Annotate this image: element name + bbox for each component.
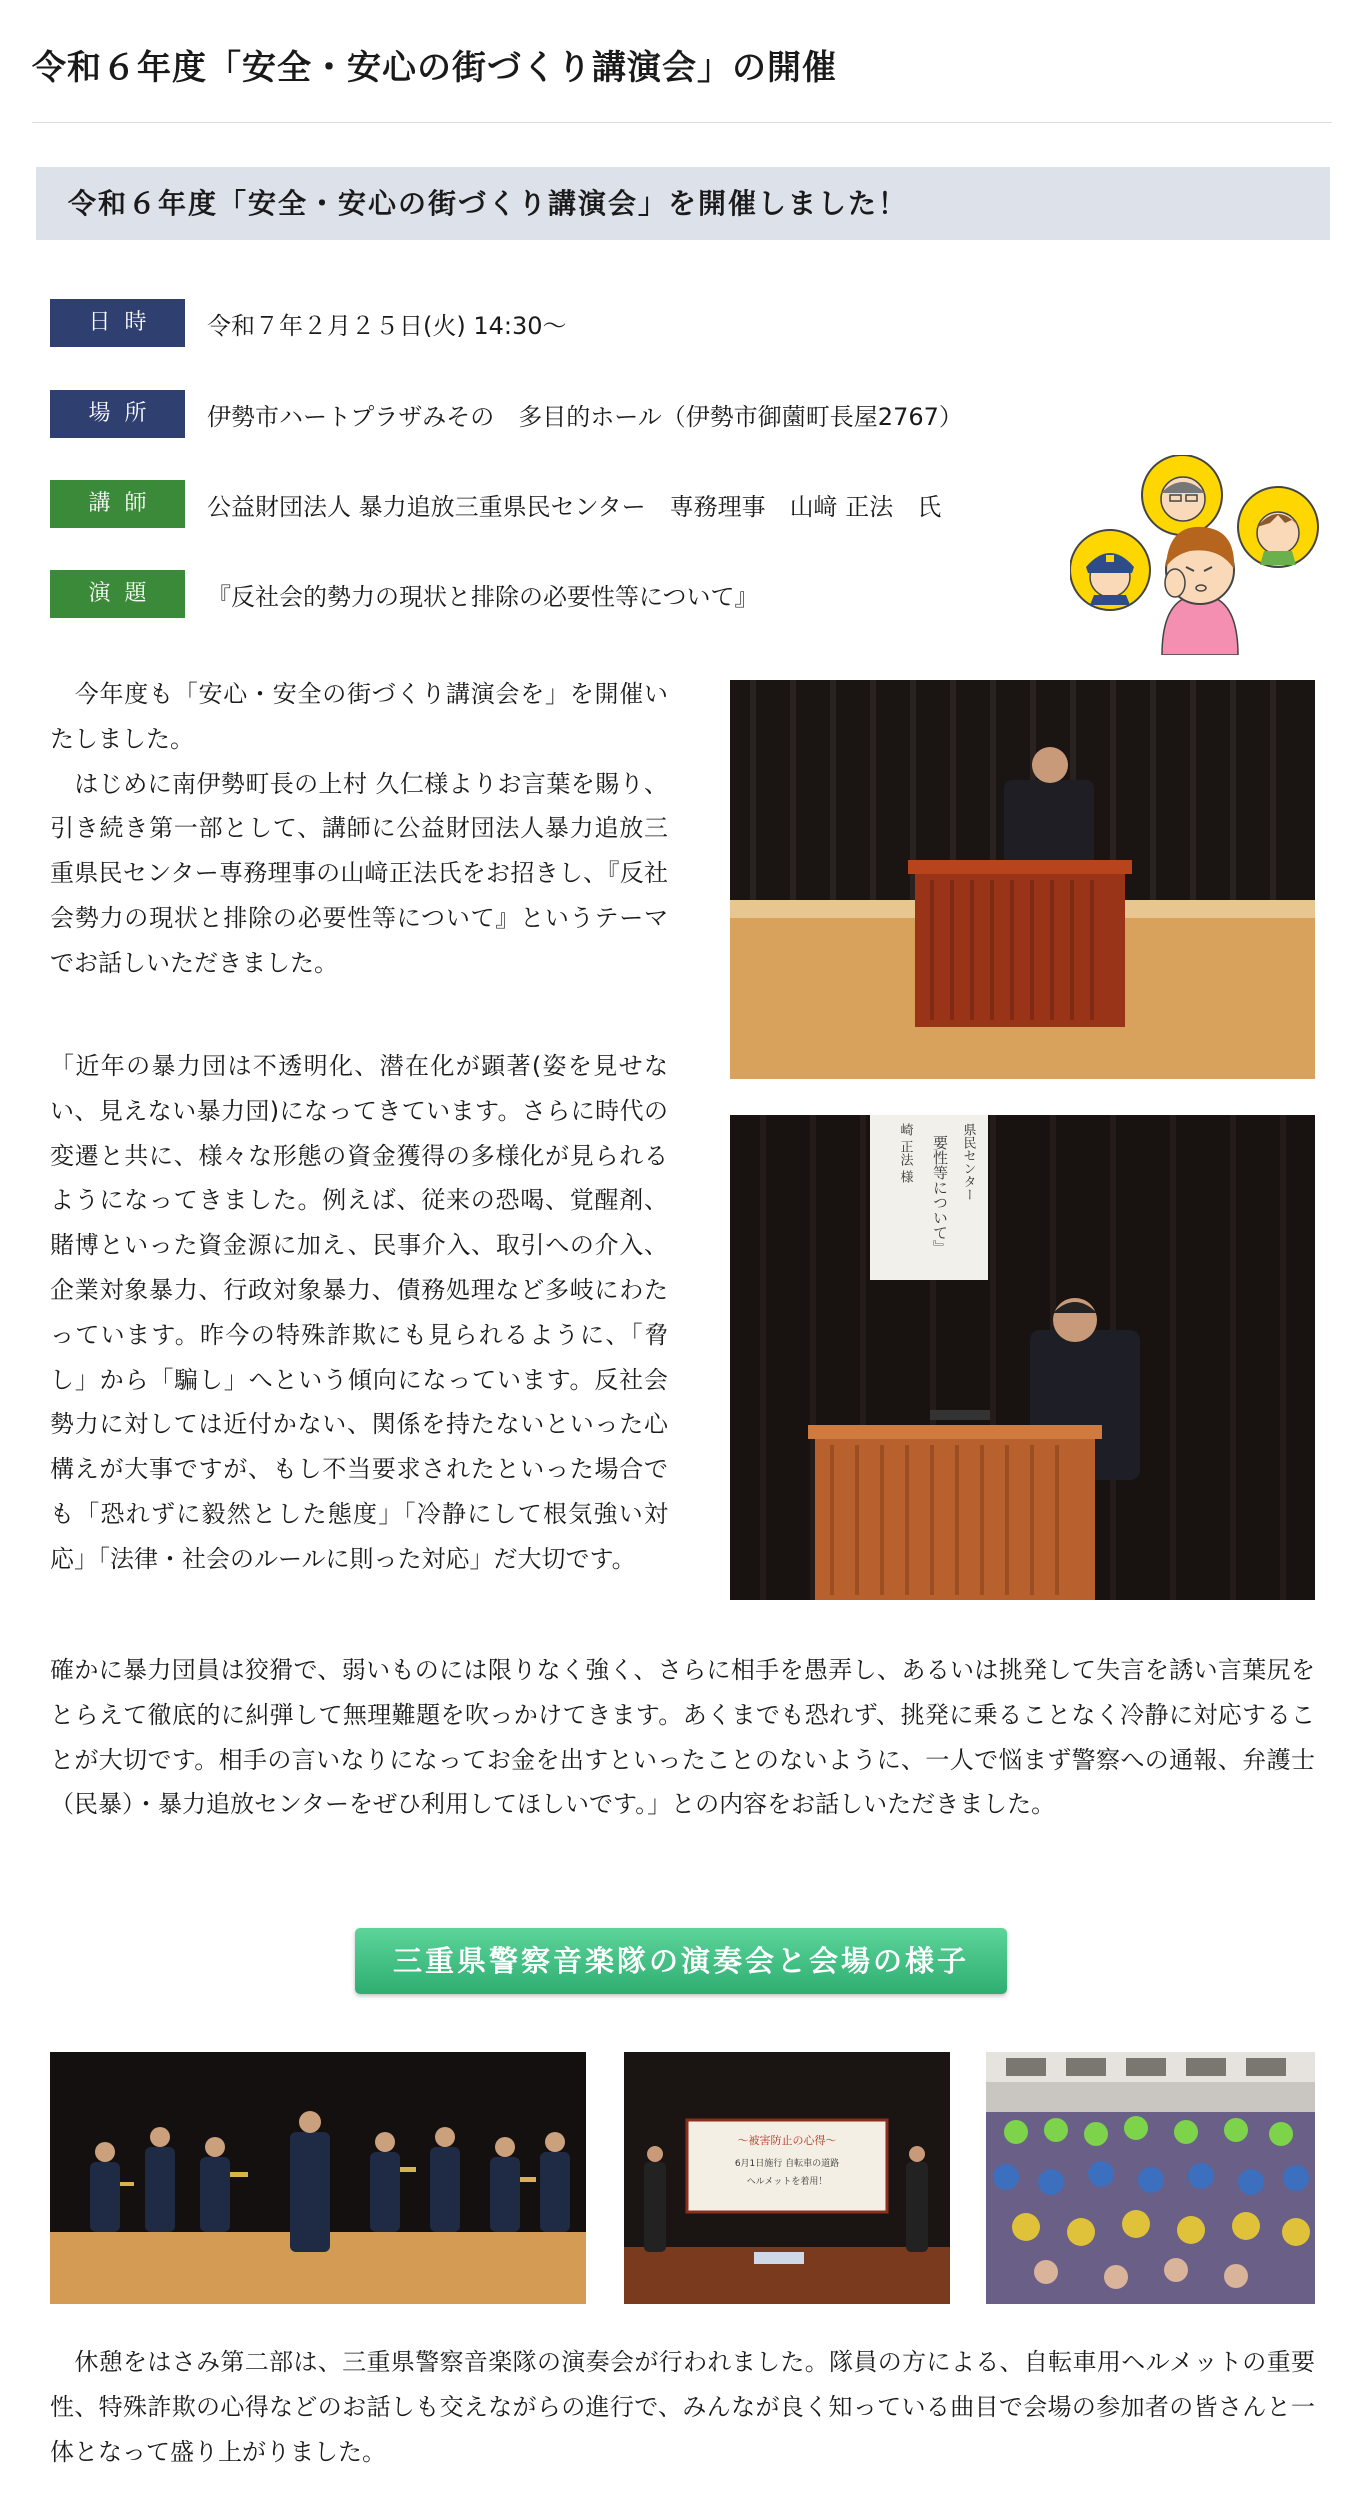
topic-value: 『反社会的勢力の現状と排除の必要性等について』 — [207, 582, 759, 611]
audience-photo — [986, 2052, 1315, 2304]
lecturer-badge: 講師 — [50, 480, 185, 528]
lecture-summary-paragraph: 「近年の暴力団は不透明化、潜在化が顕著(姿を見せない、見えない暴力団)になってきています。さらに時代の変遷と共に、様々な形態の資金獲得の多様化が見られるようになってきました。例えば、従来の恐喝、覚醒剤、賭博といった資金源に加え、民事介入、取引への介入、企業対象暴力、行政対象暴力、債務処理など多岐にわたっています。昨今の特殊詐欺にも見られるように、「脅し」から「騙し」へという傾向になっています。反社会勢力に対しては近付かない、関係を持たないといった心構えが大事ですが、もし不当要求されたといった場合でも「恐れずに毅然とした態度」「冷静にして根気強い対応」「法律・社会のルールに則った対応」だ大切です。 — [50, 1052, 668, 1573]
speaker-photo-1 — [730, 680, 1315, 1079]
venue-value: 伊勢市ハートプラザみその 多目的ホール（伊勢市御薗町長屋2767） — [207, 402, 963, 431]
banner-text-org: 県民センター — [960, 1123, 976, 1201]
venue-badge: 場所 — [50, 390, 185, 438]
section-heading-concert: 三重県警察音楽隊の演奏会と会場の様子 — [355, 1928, 1007, 1994]
banner-text-topic: 要性等について』 — [931, 1135, 949, 1255]
info-row-datetime — [50, 299, 567, 347]
presentation-screen-photo — [624, 2052, 950, 2304]
screen-text-line3: ヘルメットを着用！ — [746, 2177, 828, 2187]
banner-text-speaker: 崎 正法 様 — [897, 1123, 913, 1184]
conclusion-paragraph: 確かに暴力団員は狡猾で、弱いものには限りなく強く、さらに相手を愚弄し、あるいは挑発して失言を誘い言葉尻をとらえて徹底的に糾弾して無理難題を吹っかけてきます。あくまでも恐れず、挑発に乗ることなく冷静に対応することが大切です。相手の言いなりになってお金を出すといったことのないように、一人で悩まず警察への通報、弁護士（民暴）・暴力追放センターをぜひ利用してほしいです。」との内容をお話しいただきました。 — [50, 1656, 1315, 1819]
lecturer-value: 公益財団法人 暴力追放三重県民センター 専務理事 山﨑 正法 氏 — [207, 492, 942, 521]
speaker-photo-2 — [730, 1115, 1315, 1600]
intro-paragraph: 今年度も「安心・安全の街づくり講演会を」を開催いたしました。 はじめに南伊勢町長の上村 久仁様よりお言葉を賜り、引き続き第一部として、講師に公益財団法人暴力追放三重県民センター専務理事の山﨑正法氏をお招きし、『反社会勢力の現状と排除の必要性等について』というテーマでお話しいただきました。 — [50, 680, 668, 977]
section-heading: 令和６年度「安全・安心の街づくり講演会」を開催しました！ — [36, 167, 1330, 240]
topic-badge: 演題 — [50, 570, 185, 618]
title-divider — [32, 122, 1332, 123]
screen-text-title: ～被害防止の心得～ — [737, 2134, 837, 2147]
band-performance-photo — [50, 2052, 586, 2304]
info-row-lecturer — [50, 480, 941, 528]
worried-people-illustration — [1070, 455, 1320, 655]
info-row-topic — [50, 570, 759, 618]
page-title: 令和６年度「安全・安心の街づくり講演会」の開催 — [32, 48, 837, 88]
screen-text-line2: 6月1日施行 自転車の道路 — [734, 2159, 840, 2169]
datetime-value: 令和７年２月２５日(火) 14:30～ — [207, 311, 567, 340]
datetime-badge: 日時 — [50, 299, 185, 347]
info-row-venue — [50, 390, 963, 438]
concert-paragraph: 休憩をはさみ第二部は、三重県警察音楽隊の演奏会が行われました。隊員の方による、自転車用ヘルメットの重要性、特殊詐欺の心得などのお話しも交えながらの進行で、みんなが良く知っている曲目で会場の参加者の皆さんと一体となって盛り上がりました。 — [50, 2348, 1315, 2466]
